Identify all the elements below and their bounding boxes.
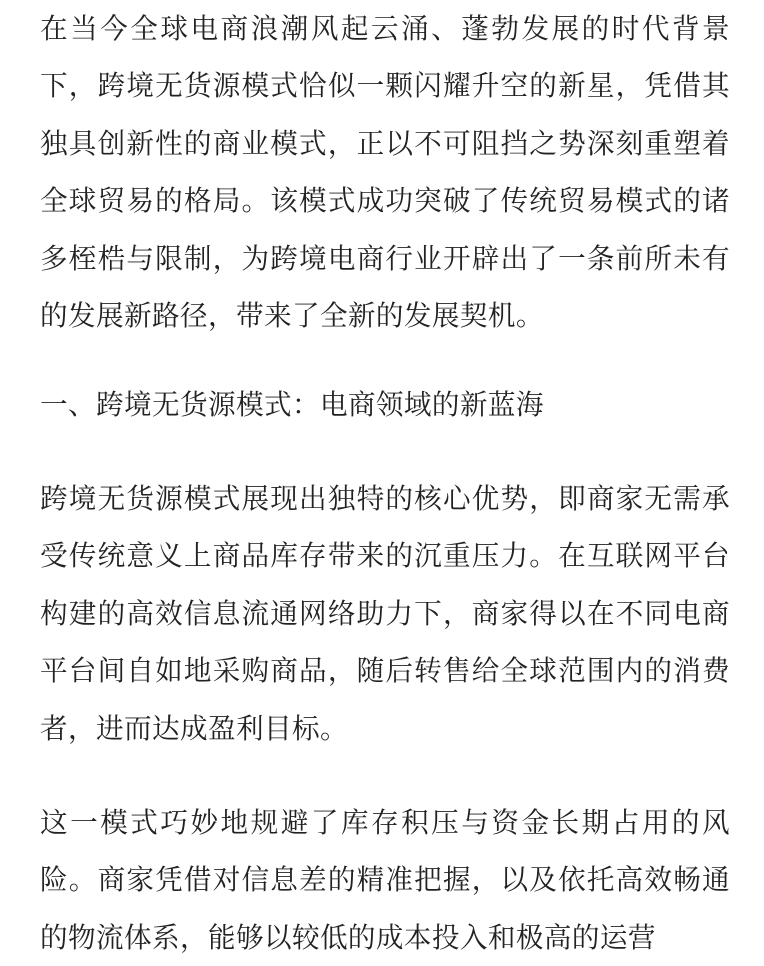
intro-paragraph: 在当今全球电商浪潮风起云涌、蓬勃发展的时代背景下，跨境无货源模式恰似一颗闪耀升空的新星，凭借其独具创新性的商业模式，正以不可阻挡之势深刻重塑着全球贸易的格局。该模式成功突破了传统贸易模式的诸多桎梏与限制，为跨境电商行业开辟出了一条前所未有的发展新路径，带来了全新的发展契机。 [40,12,730,333]
section-heading: 一、跨境无货源模式：电商领域的新蓝海 [40,388,544,421]
body-paragraph-advantage: 跨境无货源模式展现出独特的核心优势，即商家无需承受传统意义上商品库存带来的沉重压力。在互联网平台构建的高效信息流通网络助力下，商家得以在不同电商平台间自如地采购商品，随后转售给全球范围内的消费者，进而达成盈利目标。 [40,482,730,745]
body-paragraph-risk: 这一模式巧妙地规避了库存积压与资金长期占用的风险。商家凭借对信息差的精准把握，以及依托高效畅通的物流体系，能够以较低的成本投入和极高的运营 [40,806,730,954]
